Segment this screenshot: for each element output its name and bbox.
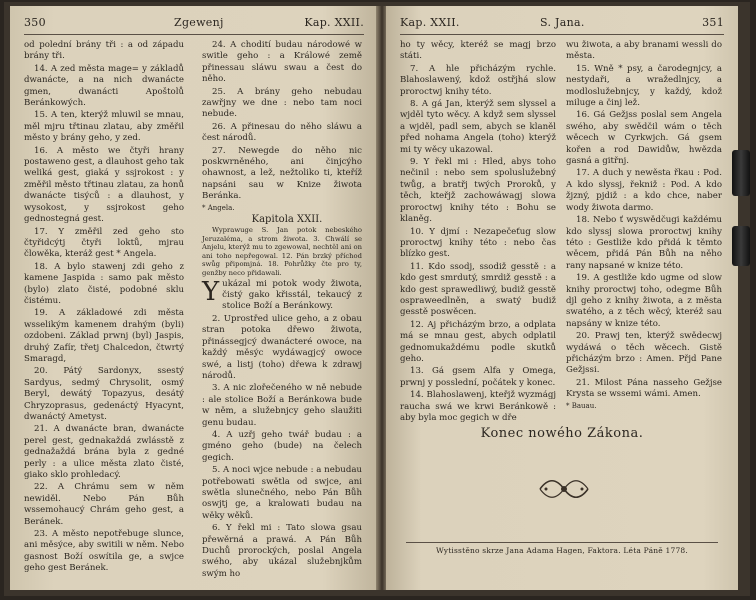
right-column-2: [566, 40, 722, 412]
header-rule: [24, 34, 364, 35]
verse: 14. A zed města mage= y základů dwanácte, a na nich dwanácte gmen, dwanácti Apoštolů Beránkowých.: [24, 63, 184, 109]
verse: 26. A přinesau do něho sláwu a čest národů.: [202, 121, 362, 144]
binder-clip-icon: [732, 150, 750, 196]
verse: 5. A noci wjce nebude : a nebudau potřebowati swětla od swjce, ani swětla slunečného, nebo Pán Bůh oswjtj ge, a kralowati budau na wěky wěků.: [202, 465, 362, 521]
page-number: 350: [24, 16, 46, 29]
left-column-2: [202, 40, 362, 581]
verse: 12. Aj přicházým brzo, a odplata má se mnau gest, abych odplatil gednomukaždému podle skutků geho.: [400, 319, 556, 364]
verse: 2. Uprostřed ulice geho, a z obau stran potoka dřewo žiwota, přinássegjcý dwanácteré owoce, na každý měsýc wydáwagjcý owoce swé, a listj (toho) dřewa k zdrawj národů.: [202, 313, 362, 381]
verse: 17. Y změřil zed geho sto čtyřidcýtj čtyři loktů, mjrau člowěka, kteráž gest * Angela.: [24, 226, 184, 260]
left-page: [10, 6, 378, 590]
verse: 13. Gá gsem Alfa y Omega, prwnj y posslední, počátek y konec.: [400, 366, 556, 388]
right-page-header: [400, 16, 724, 32]
verse: 17. A duch y newěsta řkau : Pod. A kdo slyssj, řekniž : Pod. A kdo žjzný, pjdiž : a kdo chce, naber wody žiwota darmo.: [566, 168, 722, 213]
verse: ho ty wěcy, kteréž se magj brzo státi.: [400, 40, 556, 62]
right-page: [386, 6, 738, 590]
open-book: [4, 2, 750, 596]
verse: ukázal mi potok wody žiwota, čistý gako křisstál, tekaucý z stolice Boží a Beránkowy.: [222, 278, 362, 312]
verse: 24. A chodití budau národowé w switle geho : a Králowé země přinessau sláwu swau a čest do něho.: [202, 40, 362, 85]
verse: 16. Gá Gežjss poslal sem Angela swého, aby swědčil wám o těch wěcech w Cyrkwjch. Gá gsem kořen a rod Dawidůw, hwězda gasná a gitřnj.: [566, 110, 722, 167]
verse: 20. Pátý Sardonyx, ssestý Sardyus, sedmý Chrysolit, osmý Beryl, dewátý Topazyus, desátý Chryzoprasus, gedenáctý Hyacynt, dwanáctý Ametyst.: [24, 366, 184, 422]
ornament-icon: [536, 476, 592, 502]
left-page-header: [24, 16, 364, 32]
left-column-1: [24, 40, 184, 576]
header-rule: [400, 34, 724, 35]
verse: 22. A Chrámu sem w něm newiděl. Nebo Pán Bůh wssemohaucý Chrám geho gest, a Beránek.: [24, 482, 184, 527]
chapter-label: Kap. XXII.: [304, 16, 364, 29]
chapter-summary: Wyprawuge S. Jan potok nebeského Jeruzaléma, a strom žiwota. 3. Chwálí se Anjelu, kterýž mu to zgewowal, nechtěl ani on ani toho nepřegowal. 12. Pán brzký příchod swůg připomjná. 18. Pohrůžky čte pro ty, genžby neco přidawali.: [202, 226, 362, 278]
footnote: * Angela.: [202, 203, 235, 212]
verse: 10. Y djmí : Nezapečeťug slow proroctwj knihy této : nebo čas blízko gest.: [400, 226, 556, 260]
chapter-opening: [202, 276, 362, 313]
verse: 3. A nic zlořečeného w ně nebude : ale stolice Boží a Beránkowa bude w něm, a služebnjcy geho slaužiti genu budau.: [202, 383, 362, 428]
verse: 18. A bylo stawenj zdi geho z kamene Jaspida : samo pak město (bylo) zlato čisté, podobné sklu čistému.: [24, 261, 184, 306]
chapter-label: Kap. XXII.: [400, 16, 460, 29]
verse: 7. A hle přicházým rychle. Blahoslawený, kdož ostřjhá slow proroctwj knihy této.: [400, 63, 556, 97]
printer-imprint: Wytisstěno skrze Jana Adama Hagen, Faktora. Léta Páně 1778.: [406, 542, 718, 555]
verse: 18. Nebo ť wyswědčugi každému kdo slyssj slowa proroctwj knihy této : Gestliže kdo přidá k těmto wěcem, přidá Pán Bůh na něho rany napsané w knize této.: [566, 215, 722, 271]
binder-clip-icon: [732, 226, 750, 266]
footnote: * Bauau.: [566, 401, 597, 410]
verse: 8. A gá Jan, kterýž sem slyssel a wjděl tyto wěcy. A když sem slyssel a wjděl, padl sem, abych se klaněl před nohama Angela (toho) kterýž mi ty wěcy ukazowal.: [400, 99, 556, 155]
verse: 6. Y řekl mi : Tato slowa gsau přewěrná a prawá. A Pán Bůh Duchů prorockých, poslal Angela swého, aby ukázal služebnjkům swým ho: [202, 523, 362, 579]
verse: 23. A město nepotřebuge slunce, ani měsýce, aby switili w něm. Nebo gasnost Boží oswítila ge, a swjce geho gest Beránek.: [24, 529, 184, 574]
verse: 21. Milost Pána nasseho Gežjse Krysta se wssemi wámi. Amen.: [566, 377, 722, 400]
verse: 27. Newegde do něho nic poskwrněného, ani činjcýho ohawnost, a lež, nežtoliko ti, kteříž napsáni sau w Knize žiwota Beránka.: [202, 145, 362, 202]
verse: 19. A základowé zdi města wsselikým kamenem drahým (byli) ozdobeni. Základ prwnj (byl) Jaspis, druhý Zafír, třetj Chalcedon, čtwrtý Smaragd,: [24, 308, 184, 364]
verse: od polední brány tři : a od západu brány tři.: [24, 40, 184, 62]
end-title: Konec nowého Zákona.: [480, 426, 644, 441]
right-column-1: [400, 40, 556, 425]
verse: 21. A dwanácte bran, dwanácte perel gest, gednakaždá zwlásstě z gednažaždá brána byla z gedné perly : a ulice města zlato čisté, giako sklo prohledacý.: [24, 424, 184, 481]
verse: 15. Wně * psy, a čarodegnjcy, a nestydaři, a wražedlnjcy, a modloslužebnjcy, y každý, kdož miluge a činj lež.: [566, 63, 722, 109]
page-number: 351: [702, 16, 724, 29]
chapter-title: Kapitola XXII.: [251, 213, 323, 225]
verse: 11. Kdo ssodj, ssodiž gesstě : a kdo gest smrdutý, smrdiž gesstě : a kdo gest sprawedliwý, budiž gesstě ospraweedlněn, a swatý budiž gesstě poswěcen.: [400, 261, 556, 318]
verse: 15. A ten, kterýž mluwil se mnau, měl mjru třtinau zlatau, aby změřil město y brány geho, y zed.: [24, 110, 184, 144]
verse: 19. A gestliže kdo ugme od slow knihy proroctwj toho, odegme Bůh djl geho z knihy žiwota, a z města swatého, a z těch wěcý, kteréž sau napsány w knize této.: [566, 273, 722, 329]
verse: wu žiwota, a aby branami wessli do města.: [566, 40, 722, 62]
verse: 16. A město we čtyři hrany postaweno gest, a dlauhost geho tak weliká gest, giaká y ssjrokost : y změřil město třtinau zlatau, za honů dwanácte tisýců : a dlauhost, y wysokost, y ssjrokost geho gednostegná gest.: [24, 145, 184, 225]
running-title: Zgewenj: [174, 16, 224, 29]
drop-cap: Y: [202, 276, 220, 307]
verse: 14. Blahoslawenj, kteřjž wyzmágj raucha swá we krwi Beránkowě : aby byla moc gegich w dře: [400, 390, 556, 423]
running-title: S. Jana.: [540, 16, 585, 29]
verse: 9. Y řekl mi : Hled, abys toho nečinil : nebo sem spoluslužebný twůg, a bratřj twých Proroků, y těch, kteřjž zachowáwagj slowa proroctwj knihy této : Bohu se klaněg.: [400, 157, 556, 225]
verse: 25. A brány geho nebudau zawřjny we dne : nebo tam noci nebude.: [202, 86, 362, 120]
verse: 4. A uzřj geho twář budau : a gméno geho (bude) na čelech gegich.: [202, 429, 362, 463]
verse: 20. Prawj ten, kterýž swědecwj wydáwá o těch wěcech. Gistě přicházým brzo : Amen. Přjd Pane Gežjssi.: [566, 331, 722, 376]
